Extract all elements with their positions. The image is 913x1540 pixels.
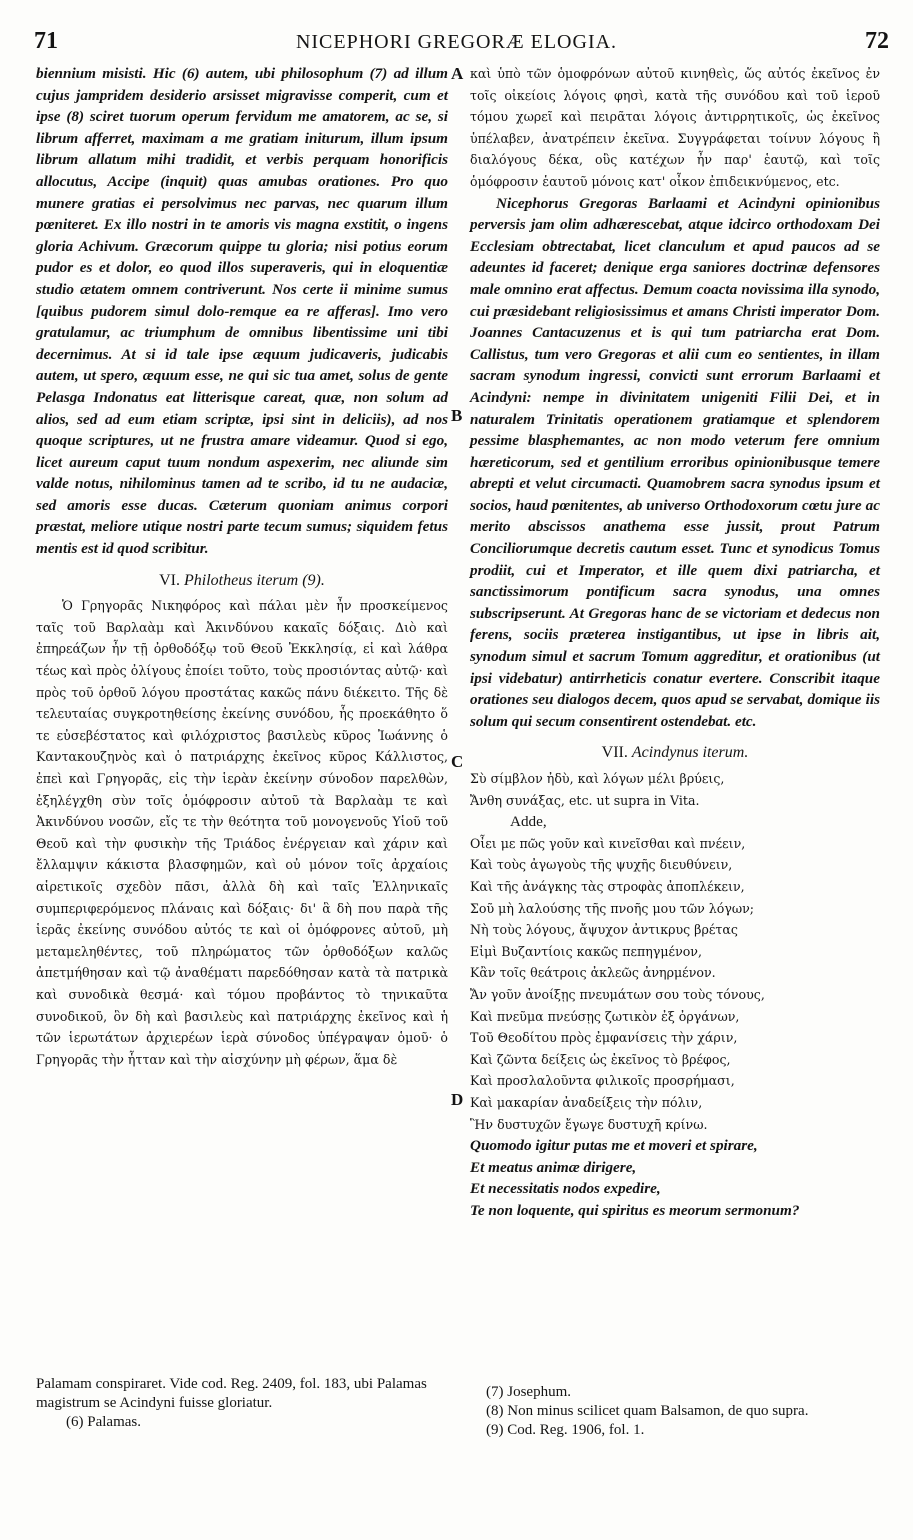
margin-letter-b: B [451, 406, 463, 425]
section-title: Acindynus iterum. [631, 744, 749, 762]
section-heading-vi [36, 570, 448, 592]
margin-letter-a: A [451, 64, 464, 83]
intro-verse: Σὺ σίμβλον ἠδὺ, καὶ λόγων μέλι βρύεις, Ἄνθη συνάξας, etc. ut supra in Vita. [470, 771, 725, 808]
footnote-continuation: Palamam conspiraret. Vide cod. Reg. 2409, fol. 183, ubi Palamas magistrum se Acindyni fuisse gloriatur. [36, 1376, 427, 1411]
footnotes-right [486, 1383, 886, 1440]
left-column [36, 63, 448, 1070]
right-column [470, 63, 880, 1221]
footnote-8: (8) Non minus scilicet quam Balsamon, de quo supra. [486, 1403, 809, 1419]
margin-letter-c: C [451, 752, 464, 771]
section-number: VI. [159, 571, 180, 589]
greek-paragraph: Ὁ Γρηγορᾶς Νικηφόρος καὶ πάλαι μὲν ἦν προσκείμενος ταῖς τοῦ Βαρλαὰμ καὶ Ἀκινδύνου κακαῖς δόξαις. Διὸ καὶ ἐπηρεάζων ἦν τῇ ὀρθοδόξῳ τοῦ Θεοῦ Ἐκκλησίᾳ, εἰ καὶ λάθρα τέως καὶ πρὸς ὀλίγους ἐποίει τοῦτο, τοὺς προσιόντας αὐτῷ· καὶ πρὸς τοῦ ὀρθοῦ λόγου προστάτας κακῶς πάνυ διέκειτο. Τῆς δὲ τελευταίας συγκροτηθείσης ἐκείνης συνόδου, ἧς προεκάθητο ὅ τε εὐσεβέστατος καὶ φιλόχριστος βασιλεὺς κῦρος Ἰωάννης ὁ Καντακουζηνὸς καὶ ὁ πατριάρχης ἐκεῖνος κῦρος Κάλλιστος, ἐπεὶ καὶ Γρηγορᾶς, εἰς τὴν ἱερὰν ἐκείνην σύνοδον παρελθὼν, ἐξηλέγχθη σὺν τοῖς ὁμόφροσιν αὐτοῦ τὰ Βαρλαὰμ τε καὶ Ἀκινδύνου νοσῶν, εἴς τε τὴν θεότητα τοῦ μονογενοῦς Υἱοῦ τοῦ Θεοῦ καὶ τὴν φυσικὴν τῆς Τριάδος ἐνέργειαν καὶ χάριν καὶ ἔλλαμψιν κάκιστα βλασφημῶν, καὶ οὐ μόνον τοῖς ἀρχαίοις αἱρετικοῖς σχεδὸν πᾶσι, ἀλλὰ δὴ καὶ ταῖς Ἑλληνικαῖς συμπεριφερόμενος πλάναις καὶ δόξαις· δι' ἃ δὴ που παρὰ τῆς ἱερᾶς ἐκείνης συνόδου αὐτός τε καὶ οἱ ὁμόφρονες αὐτοῦ, μὴ μεταμεληθέντες, τοῦ πληρώματος τῶν ὀρθοδόξων καλῶς ἀπετμήθησαν καὶ τῷ ἀναθέματι παρεδόθησαν κατὰ τὰ πατρικὰ καὶ συνοδικὰ θεσμά· καὶ τόμου προβάντος τὸ τηνικαῦτα συνοδικοῦ, ὃν δὴ καὶ βασιλεὺς καὶ πατριάρχης ἐκεῖνος καὶ ἡ τῶν ἱερωτάτων ἀρχιερέων ἱερὰ σύνοδος ὑπέγραψαν ὁμοῦ· ὁ Γρηγορᾶς τὴν ἧτταν καὶ τὴν αἰσχύνην μὴ φέρων, ἅμα δὲ [36, 598, 448, 1067]
footnote-9: (9) Cod. Reg. 1906, fol. 1. [486, 1422, 645, 1438]
latin-paragraph: biennium misisti. Hic (6) autem, ubi philosophum (7) ad illum cujus jampridem desiderio arsisset migravisse comperit, cum et ipse (8) sciret tuorum operum fervidum me amatorem, ac se, si librum afferret, maximam a me gratiam initurum, illum ipsum librum allatum mihi tradidit, et verbis perquam honorificis allocutus, Accipe (inquit) quas amubas orationes. Pro quo munere gratias ei persolvimus nec parvas, nec quarum illum pœniteret. Ex illo nostri in te amoris vis magna exstitit, o ingens gloria Achivum. Græcorum quippe tu gloria; nisi potius eorum pudor es et dolor, eo quod illos superaveris, qui in eloquentiæ studio ætatem omnem contriverunt. Nos certe ii minime sumus [quibus pudorem simul dolo-remque ea re afferas]. Imo vero gratulamur, ac triumphum de omnibus libentissime uni tibi decernimus. At si id tale ipse æquum judicaveris, judicabis autem, ut spero, æquum esse, ne qui sic tua amet, solus de gente Pelasga Indonatus eat litterisque careat, quæ, non solum ad alios, sed ad eum etiam scriptæ, ipsi sint in deliciis), ad nos quoque scriptures, ut ne frustra amare videamur. Quod si ego, licet aureum caput tuum nondum aspexerim, nec aliunde sim valde notus, nihilominus tamen ad te scribo, id tu ne audaciæ, sed amoris esse ducas. Cæterum quoniam animus corpori præstat, meliore utique nostri parte tecum sumus; siquidem fetus mentis est id quod scribitur. [36, 65, 448, 558]
footnote-7: (7) Josephum. [486, 1384, 571, 1400]
greek-continuation: καὶ ὑπὸ τῶν ὁμοφρόνων αὐτοῦ κινηθεὶς, ὥς αὐτός ἐκεῖνος ἐν τοῖς οἰκείοις λόγοις φησὶ, κατὰ τῆς συνόδου καὶ τοῦ ἱεροῦ τόμου χωρεῖ καὶ πειρᾶται λόγοις ἀντιρρητικοῖς, ὡς ἐκεῖνος ὑπέλαβεν, ἀνατρέπειν ἐκεῖνα. Συγγράφεται τοίνυν λόγους ἢ διαλόγους δέκα, οὓς κατέχων ἦν παρ' ἑαυτῷ, καὶ τοῖς ὁμόφροσιν ἑαυτοῦ μόνοις κατ' οἶκον ἐπιδεικνύμενος, etc. [470, 66, 880, 189]
adde-label: Adde, [510, 813, 547, 831]
page-number-right: 72 [865, 28, 889, 54]
margin-letter-d: D [451, 1090, 464, 1109]
section-heading-vii [470, 742, 880, 764]
latin-translation: Nicephorus Gregoras Barlaami et Acindyni opinionibus perversis jam olim adhærescebat, atque idcirco orthodoxam Dei Ecclesiam obtrectabat, licet clanculum et apud paucos ad se adeuntes id faceret; denique erga saniores doctrinæ defensores male omnino erat affectus. Demum coacta novissima illa synodo, cui præsidebant religiosissimus et amans Christi imperator Dom. Joannes Cantacuzenus et is qui tum patriarcha erat Dom. Callistus, tum vero Gregoras et alii cum eo sentientes, in illam sacram synodum ingressi, convicti sunt errorum Barlaami et Acindyni: nempe in divinitatem unigeniti Filii Dei, et in naturalem Trinitatis operationem gratiamque et splendorem pessime blasphemantes, ac non modo veterum fere omnium hæreticorum, sed et gentilium erroribus opinionibusque temere abrepti et velut circumacti. Quamobrem sacra synodus ipsum et socios, haud pœnitentes, ab universo Orthodoxorum cœtu jure ac merito abscissos anathema esse jussit, prout Patrum Conciliorumque decretis cautum esset. Tunc et synodicus Tomus prodiit, cui et Imperator, et ille quem dixi patriarcha, et sanctissimorum pontificum sacra synodus, una omnes subscripserunt. At Gregoras hanc de se victoriam et dedecus non ferens, sociis præterea instigantibus, ut ipse in libris ait, synodum simul et sacrum Tomum aggreditur, et orationibus (ut ipsi videbatur) antirrheticis conatur evertere. Conscribit itaque orationes seu dialogos decem, quos apud se servabat, domique iis solum qui secum consentirent ostendebat. etc. [470, 194, 880, 730]
footnote-6: (6) Palamas. [66, 1414, 141, 1430]
footnotes-left [36, 1375, 451, 1432]
page-number-left: 71 [34, 28, 58, 54]
latin-verse: Quomodo igitur putas me et moveri et spirare, Et meatus animæ dirigere, Et necessitatis nodos expedire, Te non loquente, qui spiritus es meorum sermonum? [470, 1137, 800, 1219]
greek-verse: Οἶει με πῶς γοῦν καὶ κινεῖσθαι καὶ πνέειν, Καὶ τοὺς ἀγωγοὺς τῆς ψυχῆς διευθύνειν, Καὶ τῆς ἀνάγκης τὰς στροφὰς ἀποπλέκειν, Σοῦ μὴ λαλούσης τῆς πνοῆς μου τῶν λόγων; Νὴ τοὺς λόγους, ἄψυχον ἀντικρυς βρέτας Εἰμὶ Βυζαντίοις κακῶς πεπηγμένον, Κἂν τοῖς θεάτροις ἀκλεῶς ἀνηρμένον. Ἄν γοῦν ἀνοίξῃς πνευμάτων σου τοὺς τόνους, Καὶ πνεῦμα πνεύσῃς ζωτικὸν ἐξ ὀργάνων, Τοῦ Θεοδίτου πρὸς ἐμφανίσεις τὴν χάριν, Καὶ ζῶντα δείξεις ὡς ἐκεῖνος τὸ βρέφος, Καὶ προσλαλοῦντα φιλικοῖς προσρήμασι, Καὶ μακαρίαν ἀναδείξεις τὴν πόλιν, Ἣν δυστυχῶν ἔγωγε δυστυχῆ κρίνω. [470, 835, 765, 1132]
section-number: VII. [601, 744, 628, 762]
page-header [0, 0, 913, 56]
running-title: NICEPHORI GREGORÆ ELOGIA. [295, 31, 618, 53]
section-title: Philotheus iterum (9). [184, 571, 325, 589]
